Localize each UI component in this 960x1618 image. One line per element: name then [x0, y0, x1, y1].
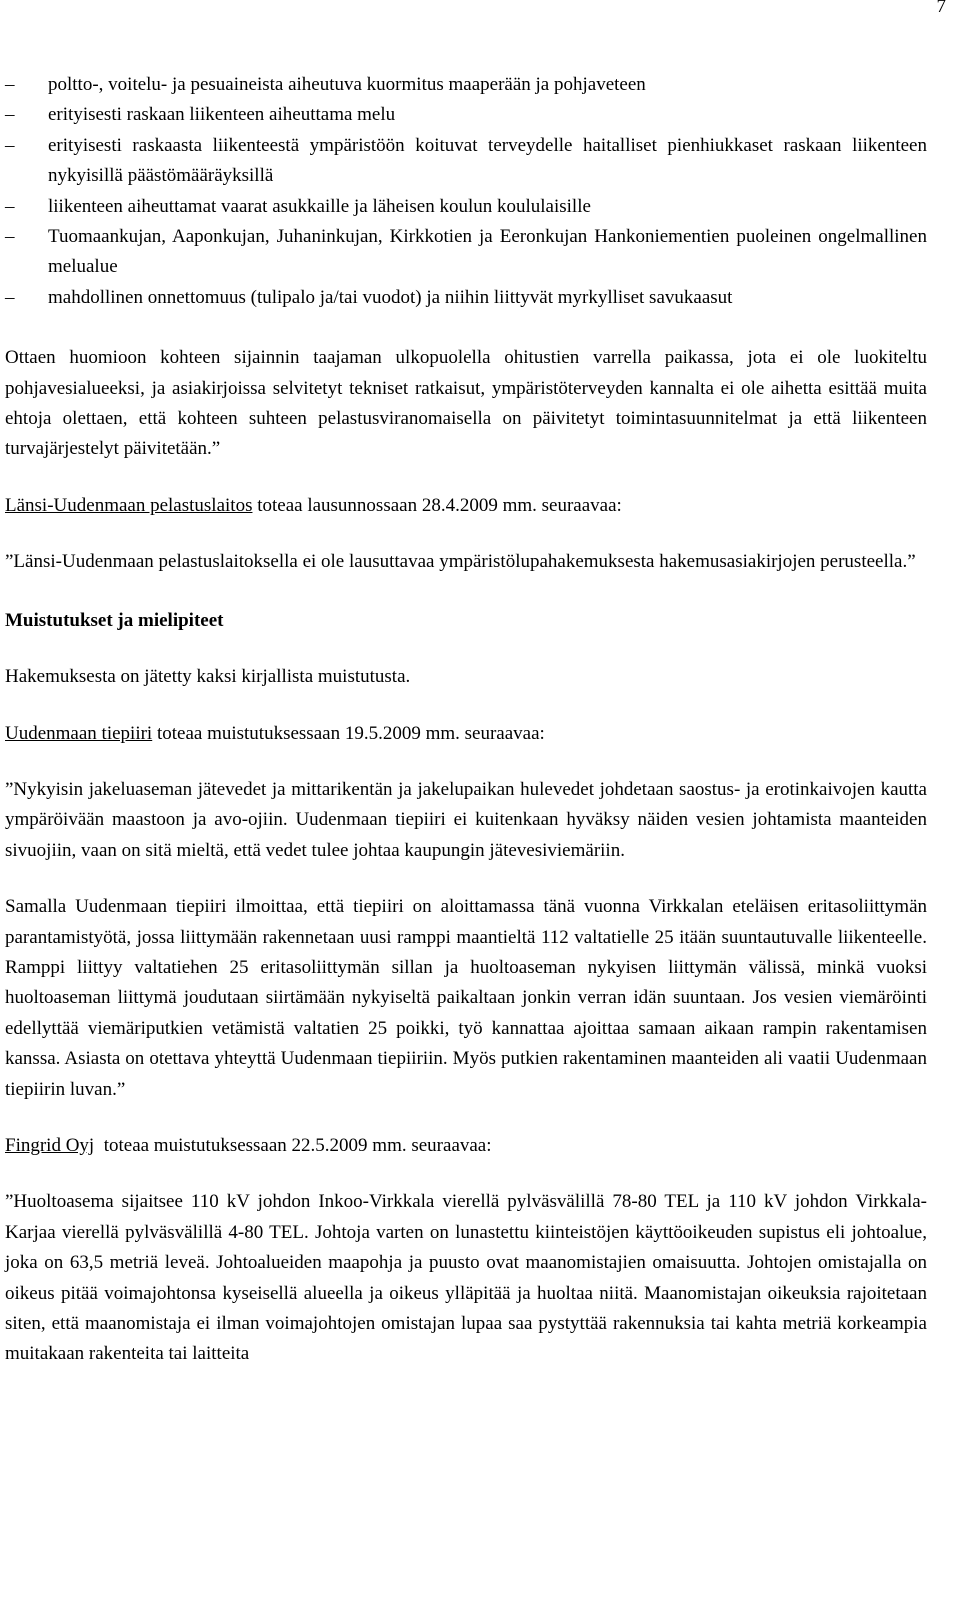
- road-quote-paragraph-2: Samalla Uudenmaan tiepiiri ilmoittaa, että tiepiiri on aloittamassa tänä vuonna Virkkalan eteläisen eritasoliittymän parantamistyötä, jossa liittymään rakennetaan uusi ramppi maantieltä 112 valtatielle 25 itään suuntautuvalle liikenteelle. Ramppi liittyy valtatiehen 25 eritasoliittymän sillan ja huoltoaseman nykyisen liittymän välissä, minkä vuoksi huoltoaseman liittymä joudutaan siirtämään nykyiseltä paikaltaan jonkin verran idän suuntaan. Jos vesien viemäröinti edellyttää viemäriputkien vetämistä valtatien 25 poikki, työ kannattaa ajoittaa samaan aikaan rampin rakentamisen kanssa. Asiasta on otettava yhteyttä Uudenmaan tiepiiriin. Myös putkien rakentaminen maanteiden ali vaatii Uudenmaan tiepiirin luvan.”: [5, 896, 927, 1100]
- fingrid-intro-text: toteaa muistutuksessaan 22.5.2009 mm. seuraavaa:: [94, 1134, 492, 1156]
- fingrid-intro: [5, 1131, 927, 1161]
- impact-list: [5, 70, 927, 313]
- road-quote-paragraph-1: ”Nykyisin jakeluaseman jätevedet ja mittarikentän ja jakelupaikan hulevedet johdetaan saostus- ja erotinkaivojen kautta ympäröivään maastoon ja avo-ojiin. Uudenmaan tiepiiri ei kuitenkaan hyväksy näiden vesien johtamista maanteiden sivuojiin, vaan on sitä mieltä, että vedet tulee johtaa kaupungin jätevesiviemäriin.: [5, 778, 927, 861]
- section-heading: Muistutukset ja mielipiteet: [5, 609, 224, 631]
- rescue-org-name: Länsi-Uudenmaan pelastuslaitos: [5, 494, 253, 516]
- list-item: – poltto-, voitelu- ja pesuaineista aiheutuva kuormitus maaperään ja pohjaveteen: [5, 70, 927, 100]
- rescue-quote: ”Länsi-Uudenmaan pelastuslaitoksella ei ole lausuttavaa ympäristölupahakemuksesta hakemusasiakirjojen perusteella.”: [5, 551, 916, 573]
- rescue-intro: [5, 491, 927, 521]
- road-org-name: Uudenmaan tiepiiri: [5, 722, 153, 744]
- document-body: [5, 70, 927, 1370]
- list-item: – mahdollinen onnettomuus (tulipalo ja/tai vuodot) ja niihin liittyvät myrkylliset savukaasut: [5, 283, 927, 313]
- list-item: – liikenteen aiheuttamat vaarat asukkaille ja läheisen koulun koululaisille: [5, 192, 927, 222]
- conclusion-paragraph: Ottaen huomioon kohteen sijainnin taajaman ulkopuolella ohitustien varrella paikassa, jota ei ole luokiteltu pohjavesialueeksi, ja asiakirjoissa selvitetyt tekniset ratkaisut, ympäristöterveyden kannalta ei ole aihetta esittää muita ehtoja olettaen, että kohteen suhteen pelastusviranomaisella on päivitetyt toimintasuunnitelmat ja että liikenteen turvajärjestelyt päivitetään.”: [5, 347, 927, 460]
- page-number: 7: [936, 0, 946, 17]
- road-intro-text: toteaa muistutuksessaan 19.5.2009 mm. seuraavaa:: [152, 722, 545, 744]
- road-intro: [5, 719, 927, 749]
- list-item: – Tuomaankujan, Aaponkujan, Juhaninkujan, Kirkkotien ja Eeronkujan Hankoniementien puoleinen ongelmallinen melualue: [5, 222, 927, 283]
- fingrid-quote: ”Huoltoasema sijaitsee 110 kV johdon Inkoo-Virkkala vierellä pylväsvälillä 78-80 TEL ja 110 kV johdon Virkkala-Karjaa vierellä pylväsvälillä 4-80 TEL. Johtoja varten on lunastettu kiinteistöjen käyttöoikeuden supistus eli johtoalue, joka on 63,5 metriä leveä. Johtoalueiden maapohja ja puusto ovat maanomistajien omaisuutta. Johtojen omistajalla on oikeus pitää voimajohtonsa kyseisellä alueella ja oikeus ylläpitää ja huoltaa niitä. Maanomistajan oikeuksia rajoitetaan siten, että maanomistaja ei ilman voimajohtojen omistajan lupaa saa pystyttää rakennuksia tai kahta metriä korkeampia muitakaan rakenteita tai laitteita: [5, 1191, 927, 1365]
- remarks-paragraph: Hakemuksesta on jätetty kaksi kirjallista muistutusta.: [5, 666, 411, 688]
- list-item: – erityisesti raskaasta liikenteestä ympäristöön koituvat terveydelle haitalliset pienhiukkaset raskaan liikenteen nykyisillä päästömääräyksillä: [5, 131, 927, 192]
- fingrid-org-name: Fingrid Oyj: [5, 1134, 95, 1156]
- list-item: – erityisesti raskaan liikenteen aiheuttama melu: [5, 100, 927, 130]
- rescue-intro-text: toteaa lausunnossaan 28.4.2009 mm. seuraavaa:: [252, 494, 622, 516]
